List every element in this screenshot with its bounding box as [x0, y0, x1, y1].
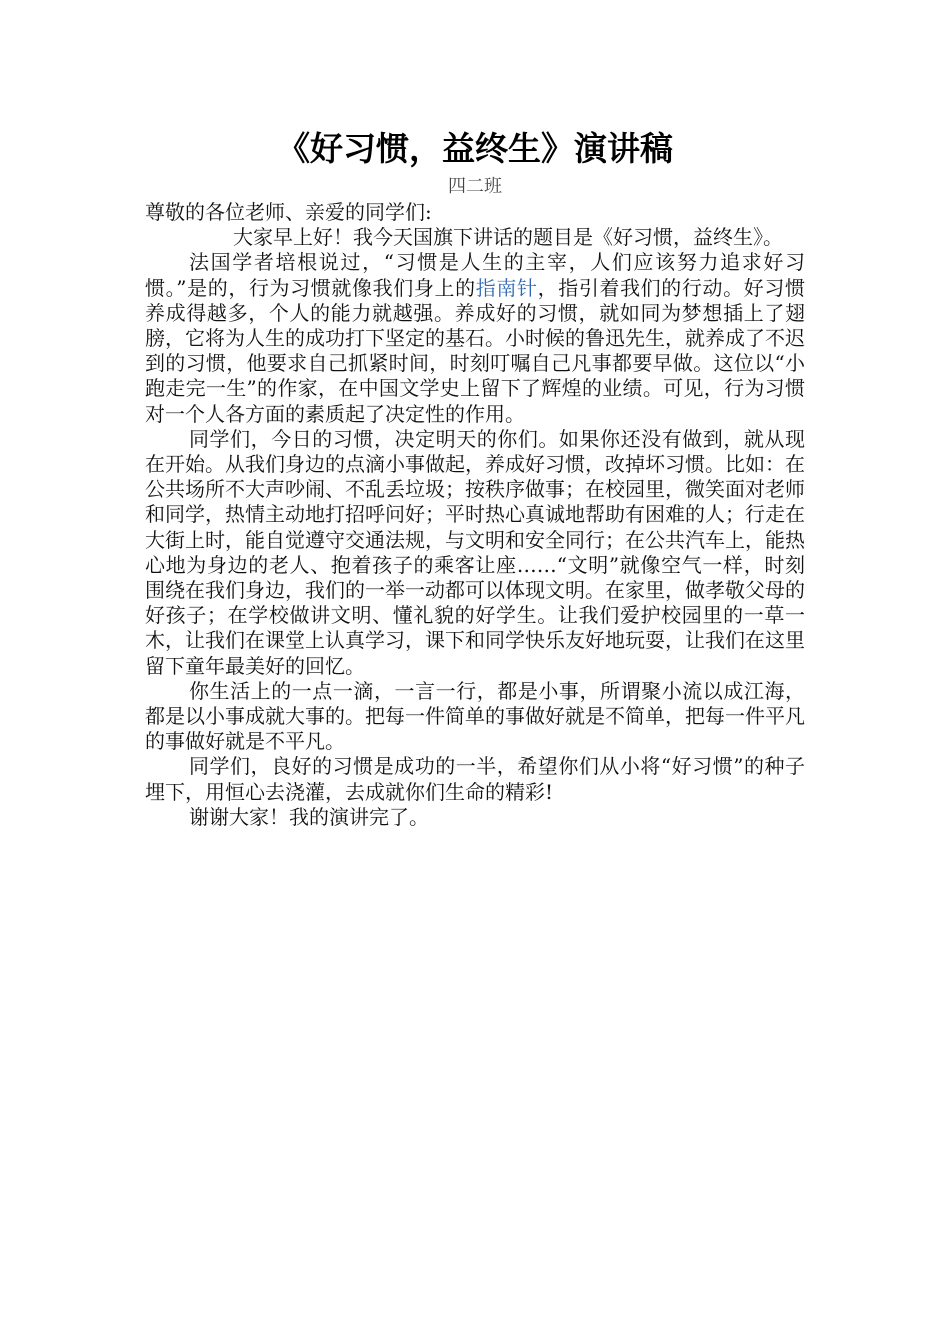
greeting-paragraph: 大家早上好！我今天国旗下讲话的题目是《好习惯，益终生》。	[233, 225, 783, 250]
paragraph-small-things: 你生活上的一点一滴，一言一行，都是小事，所谓聚小流以成江海，都是以小事成就大事的。把每一件简单的事做好就是不简单，把每一件平凡的事做好就是不平凡。	[145, 678, 805, 754]
compass-link[interactable]: 指南针	[475, 275, 538, 300]
class-name: 四二班	[448, 176, 502, 197]
paragraph-habit-quote-text: 法国学者培根说过，“习惯是人生的主宰，人们应该努力追求好习惯。”是的，行为习惯就像我们身上的	[145, 250, 805, 300]
page-title: 《好习惯，益终生》演讲稿	[277, 129, 673, 168]
paragraph-examples: 同学们，今日的习惯，决定明天的你们。如果你还没有做到，就从现在开始。从我们身边的点滴小事做起，养成好习惯，改掉坏习惯。比如：在公共场所不大声吵闹、不乱丢垃圾；按秩序做事；在校园里，微笑面对老师和同学，热情主动地打招呼问好；平时热心真诚地帮助有困难的人；行走在大街上时，能自觉遵守交通法规，与文明和安全同行；在公共汽车上，能热心地为身边的老人、抱着孩子的乘客让座……“文明”就像空气一样，时刻围绕在我们身边，我们的一举一动都可以体现文明。在家里，做孝敬父母的好孩子；在学校做讲文明、懂礼貌的好学生。让我们爱护校园里的一草一木，让我们在课堂上认真学习，课下和同学快乐友好地玩耍，让我们在这里留下童年最美好的回忆。	[145, 426, 805, 678]
paragraph-habit-quote-rest: ，指引着我们的行动。好习惯养成得越多，个人的能力就越强。养成好的习惯，就如同为梦想插上了翅膀，它将为人生的成功打下坚定的基石。小时候的鲁迅先生，就养成了不迟到的习惯，他要求自己抓紧时间，时刻叮嘱自己凡事都要早做。这位以“小跑走完一生”的作家，在中国文学史上留下了辉煌的业绩。可见，行为习惯对一个人各方面的素质起了决定性的作用。	[145, 275, 806, 426]
paragraph-hope: 同学们，良好的习惯是成功的一半，希望你们从小将“好习惯”的种子埋下，用恒心去浇灌，去成就你们生命的精彩!	[145, 754, 805, 804]
closing-line: 谢谢大家！我的演讲完了。	[189, 804, 429, 829]
speech-body	[145, 200, 805, 830]
salutation: 尊敬的各位老师、亲爱的同学们:	[145, 200, 432, 224]
paragraph-habit-quote	[145, 250, 805, 426]
